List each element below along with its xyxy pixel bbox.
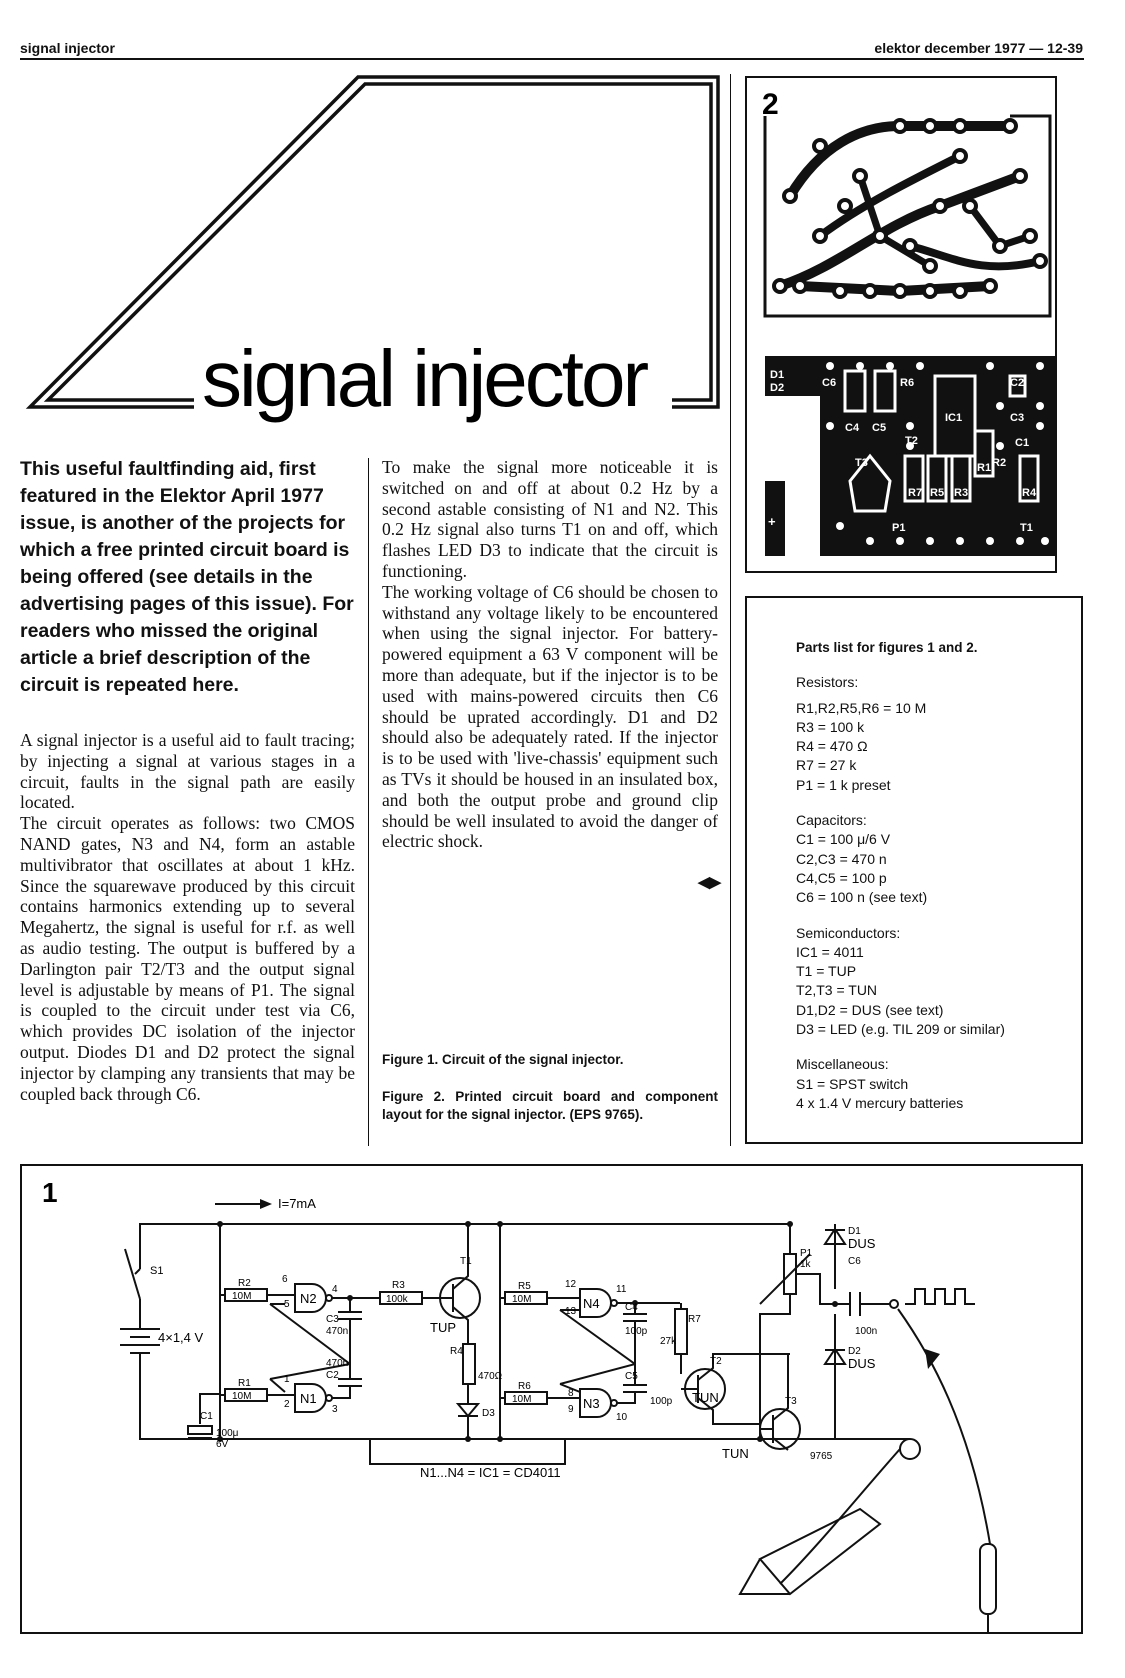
figure-1-schematic — [20, 1164, 1083, 1634]
r5-label: R5 — [518, 1281, 531, 1292]
pcb-label: C3 — [1010, 412, 1025, 424]
pcb-label: C6 — [822, 377, 837, 389]
parts-item: P1 = 1 k preset — [796, 776, 891, 793]
d2-type: DUS — [848, 1356, 876, 1371]
gate-n2-label: N2 — [300, 1291, 317, 1306]
pin-label: 1 — [284, 1374, 290, 1385]
d3-label: D3 — [482, 1408, 495, 1419]
c2-value: 470n — [326, 1358, 349, 1369]
eps-number: 9765 — [810, 1451, 833, 1462]
pcb-label: R4 — [1022, 487, 1037, 499]
battery-label: 4×1,4 V — [158, 1330, 204, 1345]
r1-label: R1 — [238, 1378, 251, 1389]
gates-note: N1...N4 = IC1 = CD4011 — [420, 1465, 561, 1480]
figure-2-number: 2 — [762, 88, 779, 121]
pcb-label: B1 — [788, 514, 805, 529]
r1-value: 10M — [232, 1391, 252, 1402]
t3-type: TUN — [722, 1446, 749, 1461]
current-label: I=7mA — [278, 1196, 316, 1211]
title-logo — [18, 72, 724, 424]
d2-label: D2 — [848, 1346, 861, 1357]
pin-label: 5 — [284, 1299, 290, 1310]
lead-paragraph: This useful faultfinding aid, first featured in the Elektor April 1977 issue, is another of the projects for which a free printed circuit board is being offered (see details in the advertising pages of this issue). For readers who missed the original article a brief description of the circuit is repeated here. — [20, 458, 354, 696]
c5-value: 100p — [650, 1396, 673, 1407]
parts-resistors-heading: Resistors: — [796, 674, 859, 691]
c2-label: C2 — [326, 1370, 339, 1381]
t1-label: T1 — [460, 1256, 472, 1267]
parts-item: T1 = TUP — [796, 963, 857, 980]
pcb-component-layout — [765, 356, 1055, 556]
parts-item: T2,T3 = TUN — [796, 982, 878, 999]
r6-value: 10M — [512, 1394, 532, 1405]
parts-item: D3 = LED (e.g. TIL 209 or similar) — [796, 1021, 1005, 1038]
c1-value: 100μ — [216, 1428, 239, 1439]
parts-misc-heading: Miscellaneous: — [796, 1056, 889, 1073]
pcb-label: + — [768, 514, 776, 529]
pcb-label: P1 — [892, 522, 906, 534]
pin-label: 10 — [616, 1412, 628, 1423]
r3-label: R3 — [392, 1280, 405, 1291]
pcb-label: R6 — [900, 377, 915, 389]
pcb-label: R3 — [954, 487, 969, 499]
pcb-label: D1 — [770, 369, 785, 381]
c3-label: C3 — [326, 1314, 339, 1325]
pin-label: 3 — [332, 1404, 338, 1415]
r3-value: 100k — [386, 1294, 408, 1305]
body-column-left — [20, 730, 355, 1104]
body-paragraph: The circuit operates as follows: two CMOS NAND gates, N3 and N4, form an astable multivibrator that oscillates at about 1 kHz. Since the squarewave produced by this circuit contains harmonics extending up to several Megahertz, the signal is useful for r.f. as well as audio testing. The output is buffered by a Darlington pair T2/T3 and the output signal level is adjustable by means of P1. The signal is coupled to the circuit under test via C6, which provides DC isolation of the injector output. Diodes D1 and D2 protect the signal injector by clamping any transients that may be coupled back through C6. — [20, 813, 355, 1104]
article-title: signal injector — [202, 334, 647, 423]
parts-list-title: Parts list for figures 1 and 2. — [796, 640, 978, 655]
parts-semiconductors-heading: Semiconductors: — [796, 924, 901, 941]
parts-item: 4 x 1.4 V mercury batteries — [796, 1094, 964, 1111]
pcb-label: R7 — [908, 487, 923, 499]
r2-label: R2 — [238, 1278, 251, 1289]
pcb-copper-layout — [765, 116, 1050, 316]
t1-type: TUP — [430, 1320, 456, 1335]
t3-label: T3 — [785, 1396, 797, 1407]
pcb-label: T1 — [1020, 522, 1033, 534]
pcb-label: C2 — [1010, 377, 1025, 389]
parts-item: IC1 = 4011 — [796, 943, 864, 960]
pcb-label: T3 — [855, 457, 868, 469]
pin-label: 11 — [616, 1284, 627, 1295]
pcb-label: R5 — [930, 487, 945, 499]
figure-1-number: 1 — [42, 1177, 58, 1208]
parts-capacitors-heading: Capacitors: — [796, 812, 867, 829]
t2-label: T2 — [710, 1356, 722, 1367]
parts-item: C6 = 100 n (see text) — [796, 889, 928, 906]
parts-item: R4 = 470 Ω — [796, 738, 868, 755]
running-header-left: signal injector — [20, 40, 115, 56]
c6-label: C6 — [848, 1256, 861, 1267]
switch-label: S1 — [150, 1265, 164, 1277]
d1-type: DUS — [848, 1236, 876, 1251]
pin-label: 12 — [565, 1279, 577, 1290]
pcb-label: C1 — [1015, 437, 1030, 449]
figure-2-caption: Figure 2. Printed circuit board and component layout for the signal injector. (EPS 9765). — [382, 1089, 718, 1122]
r6-label: R6 — [518, 1381, 531, 1392]
t2-type: TUN — [692, 1390, 719, 1405]
gate-n4-label: N4 — [583, 1296, 600, 1311]
parts-item: S1 = SPST switch — [796, 1075, 909, 1092]
body-paragraph: The working voltage of C6 should be chosen to withstand any voltage likely to be encountered when using the signal injector. For battery-powered equipment a 63 V component will be more than adequate, but if the injector is to be used with mains-powered circuits then C6 should be uprated accordingly. D1 and D2 should also be adequately rated. If the injector is to be used with 'live-chassis' equipment such as TVs it should be housed in an insulated box, and both the output probe and ground clip should be well insulated to avoid the danger of electric shock. — [382, 581, 718, 852]
body-column-right — [382, 457, 718, 852]
parts-item: C1 = 100 μ/6 V — [796, 831, 891, 848]
parts-item: R7 = 27 k — [796, 757, 857, 774]
c3-value: 470n — [326, 1326, 349, 1337]
pcb-label: IC1 — [945, 412, 963, 424]
column-rule-middle — [368, 458, 369, 1146]
r2-value: 10M — [232, 1291, 252, 1302]
c1-voltage: 6V — [216, 1439, 229, 1450]
d1-label: D1 — [848, 1226, 861, 1237]
parts-item: C4,C5 = 100 p — [796, 869, 887, 886]
parts-item: C2,C3 = 470 n — [796, 850, 887, 867]
c4-value: 100p — [625, 1326, 648, 1337]
r4-label: R4 — [450, 1346, 463, 1357]
figure-1-caption: Figure 1. Circuit of the signal injector. — [382, 1052, 624, 1067]
gate-n1-label: N1 — [300, 1391, 317, 1406]
pcb-label: T2 — [905, 435, 918, 447]
body-paragraph: A signal injector is a useful aid to fault tracing; by injecting a signal at various stages in a circuit, faults in the signal path are easily located. — [20, 730, 355, 813]
c1-label: C1 — [200, 1411, 213, 1422]
c5-label: C5 — [625, 1371, 638, 1382]
column-rule-right — [730, 74, 731, 1146]
pin-label: 8 — [568, 1388, 574, 1399]
pin-label: 6 — [282, 1274, 288, 1285]
c4-label: C4 — [625, 1302, 638, 1313]
body-paragraph: To make the signal more noticeable it is switched on and off at about 0.2 Hz by a second astable consisting of N1 and N2. This 0.2 Hz signal also turns T1 on and off, which flashes LED D3 to indicate that the circuit is functioning. — [382, 457, 718, 581]
c6-value: 100n — [855, 1326, 878, 1337]
end-of-article-mark: ◀▶ — [698, 874, 722, 891]
p1-value: 1k — [800, 1259, 811, 1270]
pin-label: 4 — [332, 1284, 338, 1295]
pcb-label: R2 — [992, 457, 1007, 469]
r5-value: 10M — [512, 1294, 532, 1305]
figure-2-pcb — [760, 86, 1060, 566]
pin-label: 13 — [565, 1306, 577, 1317]
pcb-label: D2 — [770, 382, 785, 394]
pcb-label: C4 — [845, 422, 860, 434]
parts-item: D1,D2 = DUS (see text) — [796, 1001, 944, 1018]
r4-value: 470Ω — [478, 1371, 503, 1382]
pcb-label: R1 — [977, 462, 992, 474]
parts-item: R1,R2,R5,R6 = 10 M — [796, 699, 927, 716]
header-rule — [20, 58, 1084, 60]
p1-label: P1 — [800, 1248, 813, 1259]
parts-list — [796, 638, 1076, 1113]
gate-n3-label: N3 — [583, 1396, 600, 1411]
parts-item: R3 = 100 k — [796, 718, 865, 735]
pcb-label: C5 — [872, 422, 887, 434]
r7-label: R7 — [688, 1314, 701, 1325]
pin-label: 2 — [284, 1399, 290, 1410]
pin-label: 9 — [568, 1404, 574, 1415]
running-header-right: elektor december 1977 — 12-39 — [874, 40, 1083, 56]
r7-value: 27k — [660, 1336, 677, 1347]
